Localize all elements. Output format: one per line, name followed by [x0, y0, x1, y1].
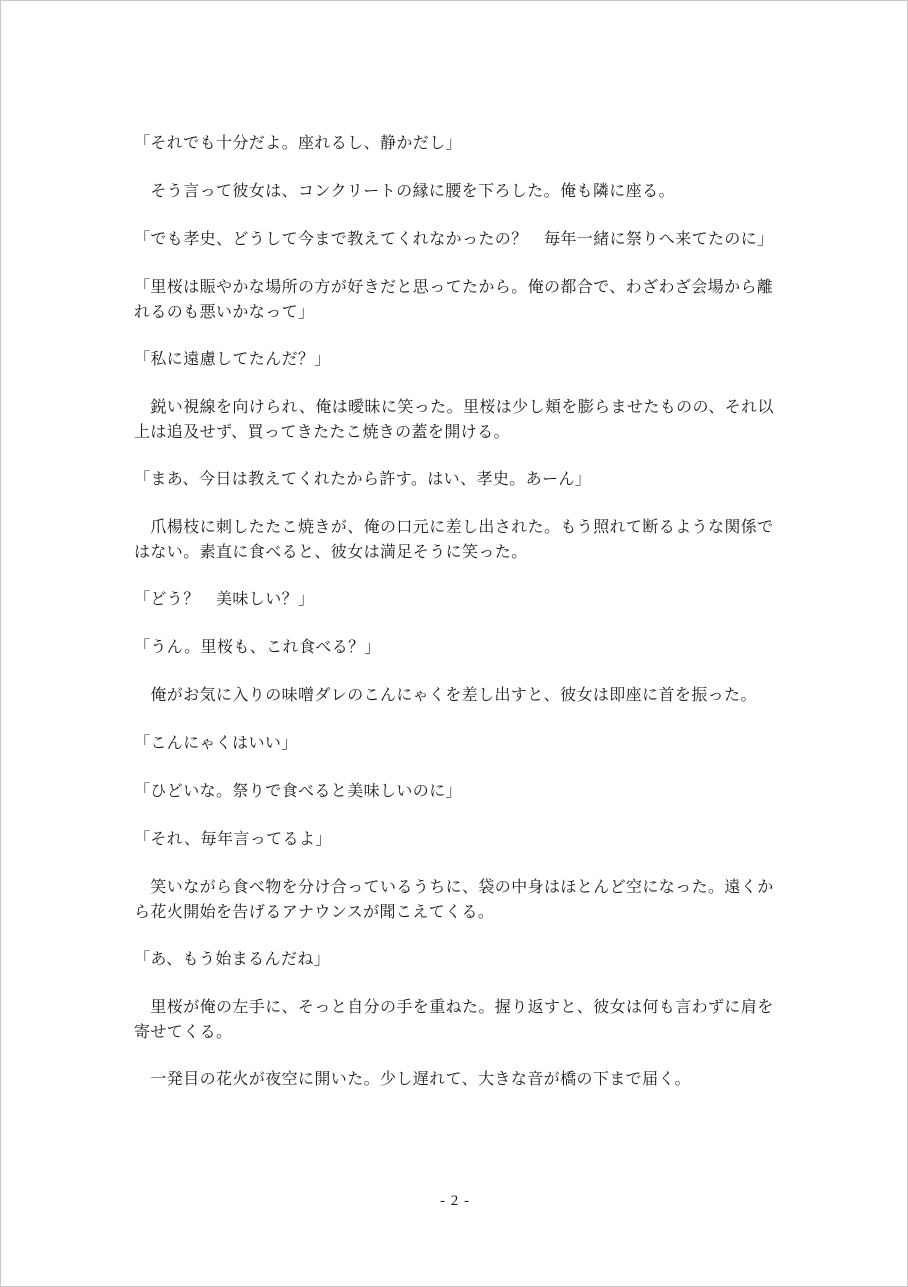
paragraph: 「どう？ 美味しい？」 [134, 589, 315, 608]
paragraph: 「私に遠慮してたんだ？」 [134, 349, 331, 368]
paragraph: 「ひどいな。祭りで食べると美味しいのに」 [134, 781, 463, 800]
paragraph: 「でも孝史、どうして今まで教えてくれなかったの？ 毎年一緒に祭りへ来てたのに」 [134, 229, 774, 248]
paragraph: そう言って彼女は、コンクリートの縁に腰を下ろした。俺も隣に座る。 [134, 181, 675, 200]
paragraph: 「里桜は賑やかな場所の方が好きだと思ってたから。俺の都合で、わざわざ会場から離れるのも悪いかなって」 [134, 277, 774, 321]
body-text [134, 130, 784, 1114]
paragraph: 「それでも十分だよ。座れるし、静かだし」 [134, 133, 463, 152]
paragraph: 「あ、もう始まるんだね」 [134, 949, 331, 968]
paragraph: 爪楊枝に刺したたこ焼きが、俺の口元に差し出された。もう照れて断るような関係ではない。素直に食べると、彼女は満足そうに笑った。 [134, 517, 774, 561]
paragraph: 「こんにゃくはいい」 [134, 733, 298, 752]
paragraph: 「それ、毎年言ってるよ」 [134, 829, 332, 848]
paragraph: 俺がお気に入りの味噌ダレのこんにゃくを差し出すと、彼女は即座に首を振った。 [134, 685, 757, 704]
paragraph: 一発目の花火が夜空に開いた。少し遅れて、大きな音が橋の下まで届く。 [134, 1069, 691, 1088]
paragraph: 里桜が俺の左手に、そっと自分の手を重ねた。握り返すと、彼女は何も言わずに肩を寄せてくる。 [134, 997, 774, 1041]
paragraph: 「まあ、今日は教えてくれたから許す。はい、孝史。あーん」 [134, 469, 592, 488]
page-number: - 2 - [440, 1193, 470, 1209]
paragraph: 鋭い視線を向けられ、俺は曖昧に笑った。里桜は少し頬を膨らませたものの、それ以上は追及せず、買ってきたたこ焼きの蓋を開ける。 [134, 397, 774, 441]
paragraph: 「うん。里桜も、これ食べる？」 [134, 637, 381, 656]
paragraph: 笑いながら食べ物を分け合っているうちに、袋の中身はほとんど空になった。遠くから花火開始を告げるアナウンスが聞こえてくる。 [134, 877, 774, 921]
